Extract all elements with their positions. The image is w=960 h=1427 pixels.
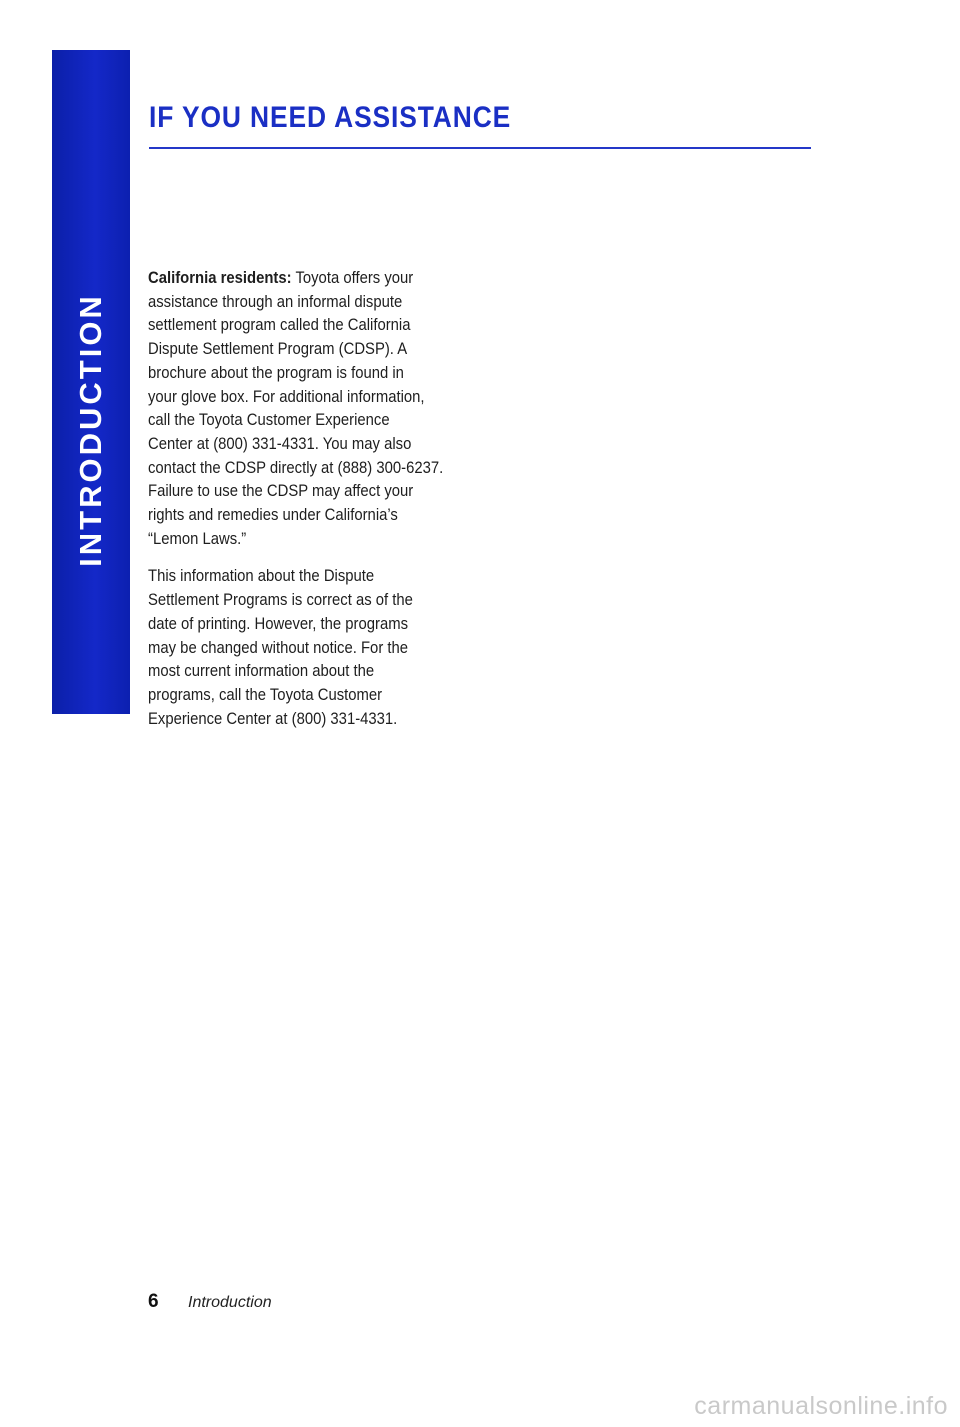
paragraph-line: brochure about the program is found in [148,363,404,382]
paragraph-line: rights and remedies under California’s [148,506,398,525]
california-residents-paragraph [148,267,481,551]
paragraph-lead: California residents: [148,269,292,287]
page-title: IF YOU NEED ASSISTANCE [149,101,512,134]
footer-section-name: Introduction [188,1294,272,1311]
page-footer [148,1291,272,1319]
section-tab-label: INTRODUCTION [73,293,108,567]
paragraph-line: may be changed without notice. For the [148,638,409,657]
title-divider [149,147,811,149]
paragraph-line: Failure to use the CDSP may affect your [148,482,414,501]
paragraph-line: date of printing. However, the programs [148,614,409,633]
paragraph-line: call the Toyota Customer Experience [148,411,390,430]
section-side-tab [52,50,130,714]
paragraph-line: Dispute Settlement Program (CDSP). A [148,340,408,359]
paragraph-line: your glove box. For additional information, [148,387,425,406]
page-number: 6 [148,1291,159,1312]
paragraph-line: contact the CDSP directly at (888) 300-6237. [148,458,444,477]
paragraph-line: settlement program called the California [148,316,411,335]
program-information-paragraph [148,565,481,731]
paragraph-line: Experience Center at (800) 331-4331. [148,709,398,728]
paragraph-line [148,267,481,291]
site-watermark: carmanualsonline.info [694,1392,948,1420]
paragraph-line: Settlement Programs is correct as of the [148,591,413,610]
paragraph-line: programs, call the Toyota Customer [148,685,383,704]
body-text-column [148,267,488,745]
paragraph-line: most current information about the [148,662,375,681]
paragraph-line: This information about the Dispute [148,567,375,586]
paragraph-line: Center at (800) 331-4331. You may also [148,434,412,453]
paragraph-line-text: Toyota offers your [291,269,414,287]
paragraph-line: “Lemon Laws.” [148,529,247,548]
paragraph-line: assistance through an informal dispute [148,292,403,311]
